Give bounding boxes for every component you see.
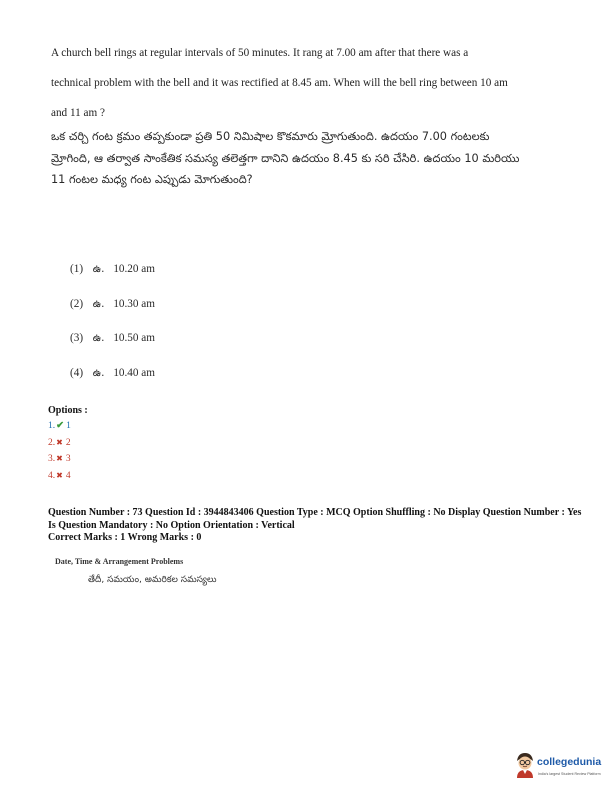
choice-prefix: ఉ. [92,263,105,275]
choice-item [70,259,155,294]
answer-option-wrong [48,451,88,468]
answer-value: 3 [65,454,71,464]
choice-item [70,294,155,329]
options-title: Options : [48,405,88,416]
choice-number: (1) [70,263,84,275]
answer-options [48,404,88,484]
collegedunia-logo [514,752,610,782]
choice-prefix: ఉ. [92,332,105,344]
answer-value: 4 [65,470,71,481]
student-avatar-icon [514,752,536,778]
answer-option-wrong [48,435,88,452]
choice-list [70,259,155,397]
choice-item [70,363,155,398]
answer-value: 2 [65,437,71,448]
choice-value: 10.50 am [113,332,155,344]
cross-icon: ✖ [56,454,63,463]
question-text-english: A church bell rings at regular intervals of 50 minutes. It rang at 7.00 am after that there was a technical problem with the bell and it was rectified at 8.45 am. When will the bell ring between 10 am and 11 am ? [51,47,508,119]
choice-value: 10.20 am [113,263,155,275]
answer-option-wrong [48,468,88,485]
choice-number: (4) [70,366,84,379]
answer-index: 1. [48,421,56,431]
answer-option-correct [48,418,88,435]
logo-wordmark: collegedunia [537,756,602,768]
answer-index: 2. [48,437,56,448]
cross-icon: ✖ [56,470,63,480]
metadata-line: Question Number : 73 Question Id : 3944843406 Question Type : MCQ Option Shuffling : No Display Question Number : Yes Is Question Mandatory : No Option Orientation : Vertical [48,507,582,531]
choice-number: (2) [70,297,84,310]
choice-number: (3) [70,332,84,344]
question-metadata [48,507,588,545]
answer-index: 4. [48,470,56,481]
choice-prefix: ఉ. [92,297,105,310]
answer-value: 1 [66,421,71,431]
cross-icon: ✖ [56,437,63,447]
answer-index: 3. [48,454,56,464]
choice-item [70,328,155,363]
choice-value: 10.30 am [113,297,155,310]
category-english: Date, Time & Arrangement Problems [55,557,184,566]
category-telugu: తేదీ, సమయం, అమరికల సమస్యలు [88,575,217,585]
choice-prefix: ఉ. [92,366,105,379]
check-icon: ✔ [56,421,65,431]
question-text-telugu: ఒక చర్చి గంట క్రమం తప్పకుండా ప్రతి 50 నిమిషాల కొకమారు మ్రోగుతుంది. ఉదయం 7.00 గంటలకు మ్రోగింది, ఆ తర్వాత సాంకేతిక సమస్య తలెత్తగా దానిని ఉదయం 8.45 కు సరి చేసిరి. ఉదయం 10 మరియు 11 గంటల మధ్య గంట ఎప్పుడు మోగుతుంది? [51,130,520,186]
marks-line: Correct Marks : 1 Wrong Marks : 0 [48,532,202,543]
logo-tagline: India's largest Student Review Platform [538,772,601,776]
choice-value: 10.40 am [113,366,155,379]
